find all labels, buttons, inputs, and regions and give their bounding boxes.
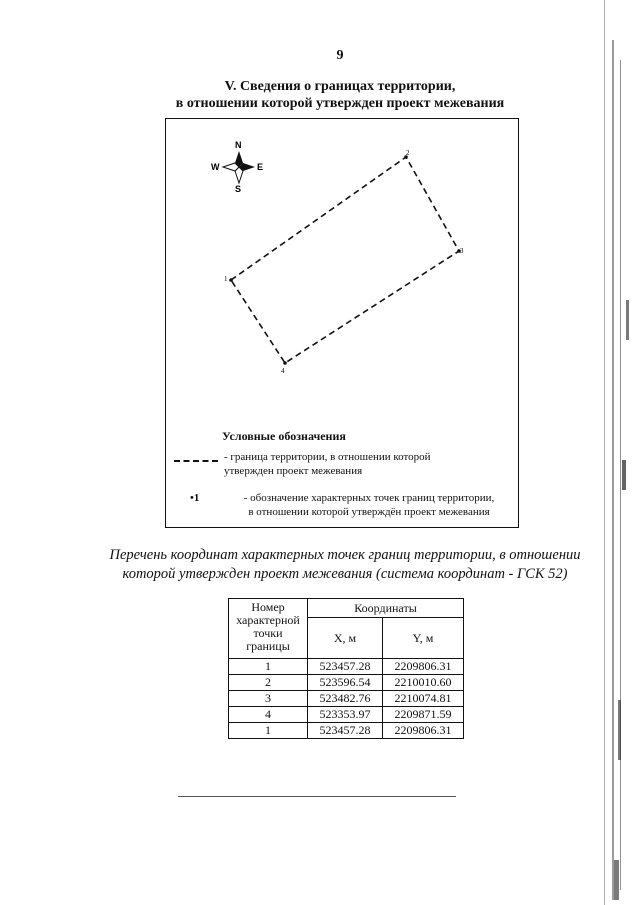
point-symbol: •1	[190, 492, 200, 504]
caption-line-2: которой утвержден проект межевания (система координат - ГСК 52)	[122, 566, 568, 582]
coordinates-table	[228, 598, 464, 739]
point-number-cell: 1	[229, 723, 308, 739]
boundary-point-3	[457, 247, 464, 255]
point-header-line: характерной	[236, 613, 300, 627]
x-cell: 523596.54	[308, 675, 383, 691]
boundary-point-4	[281, 361, 287, 375]
point-number-cell: 3	[229, 691, 308, 707]
caption-line-1: Перечень координат характерных точек границ территории, в отношении	[109, 547, 581, 563]
signature-line	[178, 796, 456, 797]
x-cell: 523457.28	[308, 723, 383, 739]
compass-south-label: S	[235, 184, 242, 194]
table-row	[229, 707, 464, 723]
y-cell: 2210074.81	[383, 691, 464, 707]
territory-boundary	[231, 157, 459, 363]
x-cell: 523482.76	[308, 691, 383, 707]
table-row	[229, 691, 464, 707]
point-header-line: границы	[246, 639, 290, 653]
legend-boundary-text-line-1: - граница территории, в отношении которой	[224, 451, 431, 463]
point-number-cell: 4	[229, 707, 308, 723]
point-label-2: 2	[406, 149, 410, 157]
x-cell: 523457.28	[308, 659, 383, 675]
table-row	[229, 675, 464, 691]
x-header: X, м	[308, 618, 383, 659]
scan-edge-artifact	[592, 0, 640, 905]
table-row	[229, 723, 464, 739]
compass-east-label: E	[257, 162, 264, 172]
point-label-4: 4	[281, 367, 285, 375]
compass-north-label: N	[235, 140, 242, 150]
y-cell: 2209806.31	[383, 659, 464, 675]
boundary-point-2	[404, 149, 410, 159]
point-header-line: точки	[253, 626, 283, 640]
x-cell: 523353.97	[308, 707, 383, 723]
legend-boundary-text-line-2: утвержден проект межевания	[224, 465, 363, 477]
point-label-3: 3	[460, 247, 464, 255]
y-cell: 2209871.59	[383, 707, 464, 723]
y-cell: 2209806.31	[383, 723, 464, 739]
legend-boundary-entry	[174, 450, 514, 480]
point-number-header	[229, 599, 308, 659]
table-row	[229, 659, 464, 675]
point-number-cell: 2	[229, 675, 308, 691]
compass-west-label: W	[211, 162, 220, 172]
boundary-map	[165, 118, 519, 528]
legend-boundary-text	[224, 450, 514, 478]
section-title-line-2: в отношении которой утвержден проект межевания	[175, 96, 505, 111]
dashed-line-symbol	[174, 460, 218, 462]
legend-point-text	[224, 491, 514, 519]
legend-point-entry	[174, 491, 514, 521]
legend-point-text-line-1: - обозначение характерных точек границ территории,	[243, 492, 495, 504]
point-header-line: Номер	[251, 600, 285, 614]
legend-title: Условные обозначения	[222, 429, 346, 443]
point-number-cell: 1	[229, 659, 308, 675]
section-title-line-1: V. Сведения о границах территории,	[224, 79, 456, 94]
boundary-drawing	[166, 119, 520, 419]
y-header: Y, м	[383, 618, 464, 659]
section-title	[140, 78, 540, 112]
legend-point-text-line-2: в отношении которой утверждён проект межевания	[248, 506, 490, 518]
coordinates-header: Координаты	[308, 599, 464, 618]
coordinates-caption	[90, 546, 600, 584]
page-number: 9	[336, 48, 344, 63]
y-cell: 2210010.60	[383, 675, 464, 691]
point-label-1: 1	[224, 275, 228, 283]
compass-rose-icon	[211, 140, 263, 194]
